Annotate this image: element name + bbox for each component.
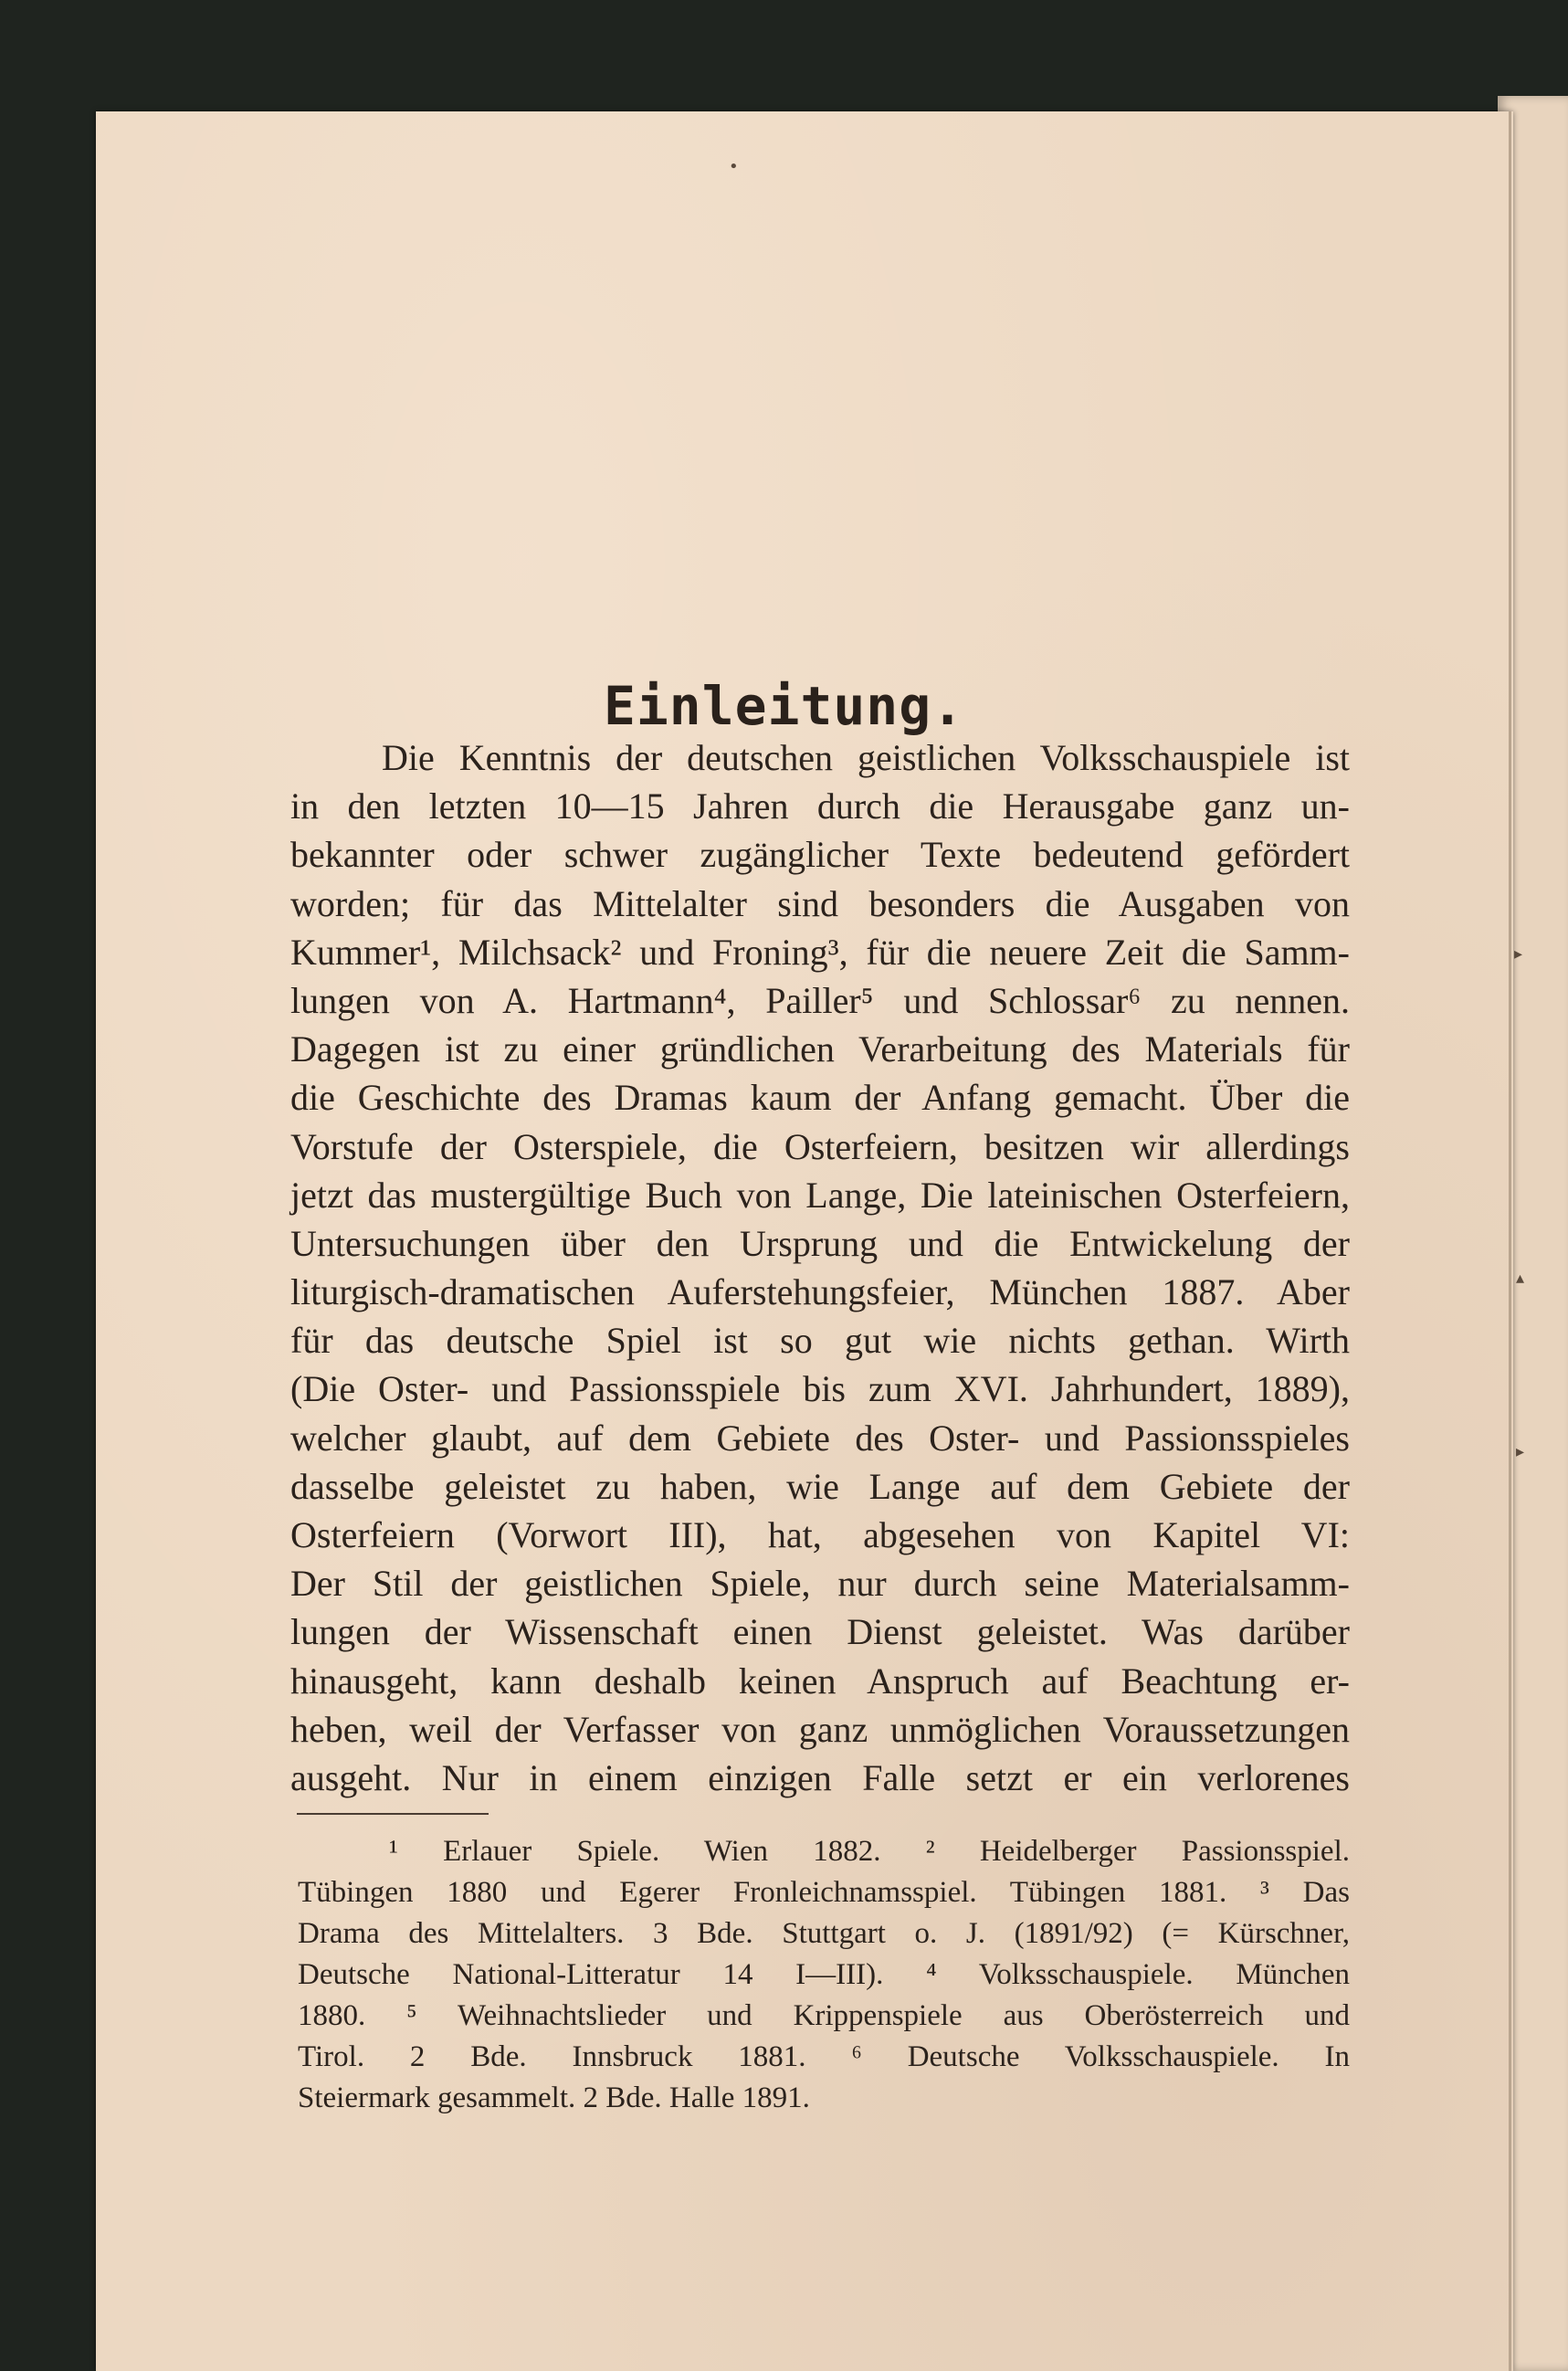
body-line: worden; für das Mittelalter sind besonders die Ausgaben von <box>290 882 1350 924</box>
body-line: (Die Oster- und Passionsspiele bis zum XVI. Jahrhundert, 1889), <box>290 1368 1350 1410</box>
footnote-line: Drama des Mittelalters. 3 Bde. Stuttgart o. J. (1891/92) (= Kürschner, <box>298 1917 1350 1950</box>
footnote-line: Tübingen 1880 und Egerer Fronleichnamsspiel. Tübingen 1881. ³ Das <box>298 1876 1350 1909</box>
footnote-line: 1880. ⁵ Weihnachtslieder und Krippenspiele aus Oberösterreich und <box>298 1999 1350 2032</box>
body-line: ausgeht. Nur in einem einzigen Falle setzt er ein verlorenes <box>290 1756 1350 1798</box>
margin-mark: ▸ <box>1514 944 1523 964</box>
body-line: heben, weil der Verfasser von ganz unmöglichen Voraussetzungen <box>290 1708 1350 1750</box>
body-line: dasselbe geleistet zu haben, wie Lange auf dem Gebiete der <box>290 1465 1350 1507</box>
body-line: Untersuchungen über den Ursprung und die Entwickelung der <box>290 1222 1350 1264</box>
body-text <box>290 733 1350 1802</box>
body-line: lungen von A. Hartmann⁴, Pailler⁵ und Schlossar⁶ zu nennen. <box>290 979 1350 1021</box>
body-line: welcher glaubt, auf dem Gebiete des Oster- und Passionsspieles <box>290 1417 1350 1459</box>
footnote-line: Deutsche National-Litteratur 14 I—III). ⁴ Volksschauspiele. München <box>298 1958 1350 1991</box>
page-edge <box>1509 111 1511 2371</box>
footnote-line: ¹ Erlauer Spiele. Wien 1882. ² Heidelberger Passionsspiel. <box>389 1835 1350 1868</box>
body-line: Der Stil der geistlichen Spiele, nur durch seine Materialsamm- <box>290 1563 1350 1605</box>
body-line: Dagegen ist zu einer gründlichen Verarbeitung des Materials für <box>290 1028 1350 1070</box>
footnote-divider <box>297 1813 489 1815</box>
body-line: bekannter oder schwer zugänglicher Texte bedeutend gefördert <box>290 834 1350 876</box>
margin-mark: ▸ <box>1516 1442 1525 1461</box>
body-line: die Geschichte des Dramas kaum der Anfang gemacht. Über die <box>290 1077 1350 1119</box>
chapter-heading: Einleitung. <box>603 674 965 737</box>
body-line: Osterfeiern (Vorwort III), hat, abgesehen von Kapitel VI: <box>290 1514 1350 1555</box>
footnotes <box>298 1831 1350 2119</box>
margin-mark: ▴ <box>1516 1269 1525 1288</box>
body-line: Die Kenntnis der deutschen geistlichen Volksschauspiele ist <box>382 737 1350 778</box>
body-line: lungen der Wissenschaft einen Dienst geleistet. Was darüber <box>290 1611 1350 1653</box>
body-line: für das deutsche Spiel ist so gut wie nichts gethan. Wirth <box>290 1320 1350 1362</box>
body-line: Kummer¹, Milchsack² und Froning³, für die neuere Zeit die Samm- <box>290 931 1350 973</box>
body-line: Vorstufe der Osterspiele, die Osterfeiern, besitzen wir allerdings <box>290 1125 1350 1167</box>
body-line: hinausgeht, kann deshalb keinen Anspruch auf Beachtung er- <box>290 1660 1350 1702</box>
body-line: jetzt das mustergültige Buch von Lange, Die lateinischen Osterfeiern, <box>290 1174 1350 1216</box>
body-line: in den letzten 10—15 Jahren durch die Herausgabe ganz un- <box>290 785 1350 827</box>
body-line: liturgisch-dramatischen Auferstehungsfeier, München 1887. Aber <box>290 1271 1350 1313</box>
footnote-line: Tirol. 2 Bde. Innsbruck 1881. ⁶ Deutsche Volksschauspiele. In <box>298 2040 1350 2073</box>
ink-speck: • <box>729 157 739 176</box>
footnote-line: Steiermark gesammelt. 2 Bde. Halle 1891. <box>298 2081 810 2114</box>
